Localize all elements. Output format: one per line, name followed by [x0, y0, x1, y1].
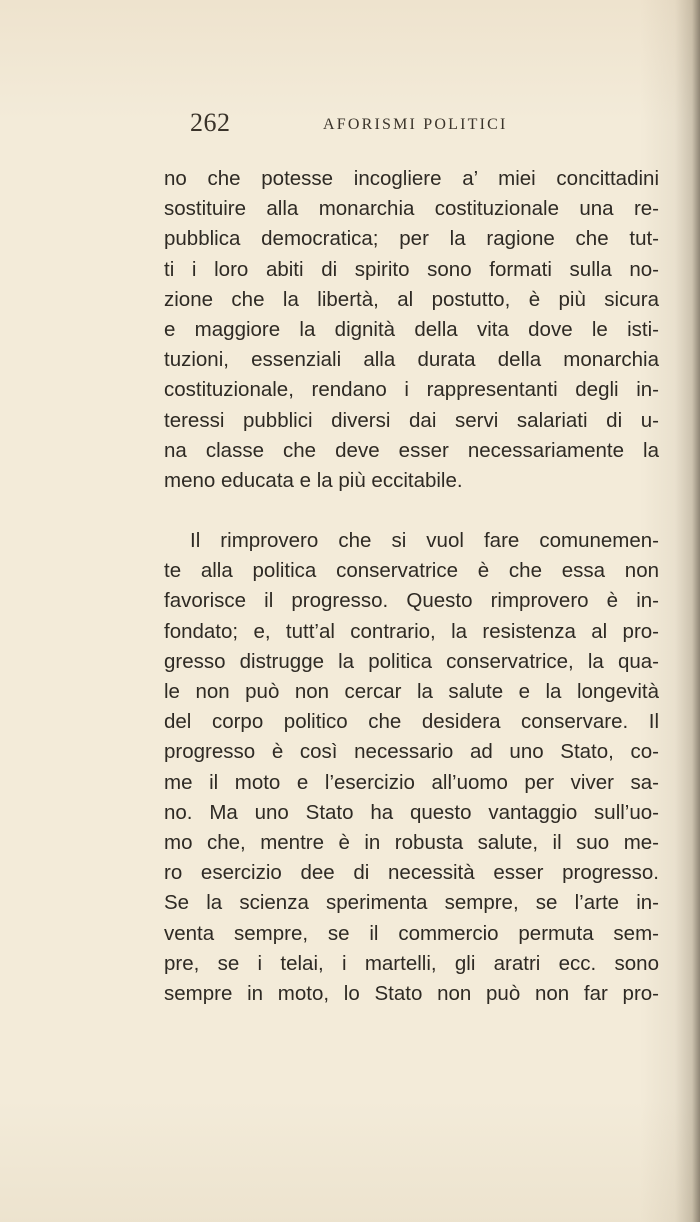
text-line: fondato; e, tutt’al contrario, la resistenza al pro-: [164, 619, 659, 643]
text-line: sempre in moto, lo Stato non può non far pro-: [164, 981, 659, 1005]
text-line: Il rimprovero che si vuol fare comunemen-: [190, 529, 659, 553]
paragraph-spacer: [164, 496, 659, 526]
text-line: le non può non cercar la salute e la longevità: [164, 680, 659, 703]
text-line: sostituire alla monarchia costituzionale una re-: [164, 197, 659, 221]
text-line: te alla politica conservatrice è che essa non: [164, 559, 659, 583]
text-line: del corpo politico che desidera conservare. Il: [164, 710, 659, 734]
text-line: na classe che deve esser necessariamente la: [164, 438, 659, 462]
text-line: pre, se i telai, i martelli, gli aratri ecc. sono: [164, 951, 659, 975]
text-line: gresso distrugge la politica conservatrice, la qua-: [164, 649, 659, 673]
text-line: meno educata e la più eccitabile.: [164, 468, 463, 492]
text-line: mo che, mentre è in robusta salute, il suo me-: [164, 830, 659, 854]
text-line: Se la scienza sperimenta sempre, se l’arte in-: [164, 891, 659, 915]
text-line: ro esercizio dee di necessità esser progresso.: [164, 861, 659, 885]
paragraph-2: [164, 526, 659, 1009]
text-line: costituzionale, rendano i rappresentanti degli in-: [164, 378, 659, 402]
text-line: teressi pubblici diversi dai servi salariati di u-: [164, 408, 659, 432]
text-line: favorisce il progresso. Questo rimprovero è in-: [164, 589, 659, 613]
text-line: pubblica democratica; per la ragione che tut-: [164, 227, 659, 251]
page-header: [190, 108, 660, 148]
text-line: progresso è così necessario ad uno Stato, co-: [164, 740, 659, 764]
text-line: no. Ma uno Stato ha questo vantaggio sull’uo-: [164, 800, 659, 824]
paragraph-1: [164, 164, 659, 496]
page-number: 262: [190, 108, 231, 137]
text-line: e maggiore la dignità della vita dove le isti-: [164, 317, 659, 341]
body-text: [164, 164, 659, 1009]
text-line: zione che la libertà, al postutto, è più sicura: [164, 287, 659, 311]
text-line: venta sempre, se il commercio permuta sem-: [164, 921, 659, 945]
text-line: me il moto e l’esercizio all’uomo per viver sa-: [164, 770, 659, 794]
text-line: ti i loro abiti di spirito sono formati sulla no-: [164, 257, 659, 281]
text-line: tuzioni, essenziali alla durata della monarchia: [164, 348, 659, 372]
text-line: no che potesse incogliere a’ miei concittadini: [164, 167, 659, 190]
running-title: AFORISMI POLITICI: [323, 116, 508, 133]
